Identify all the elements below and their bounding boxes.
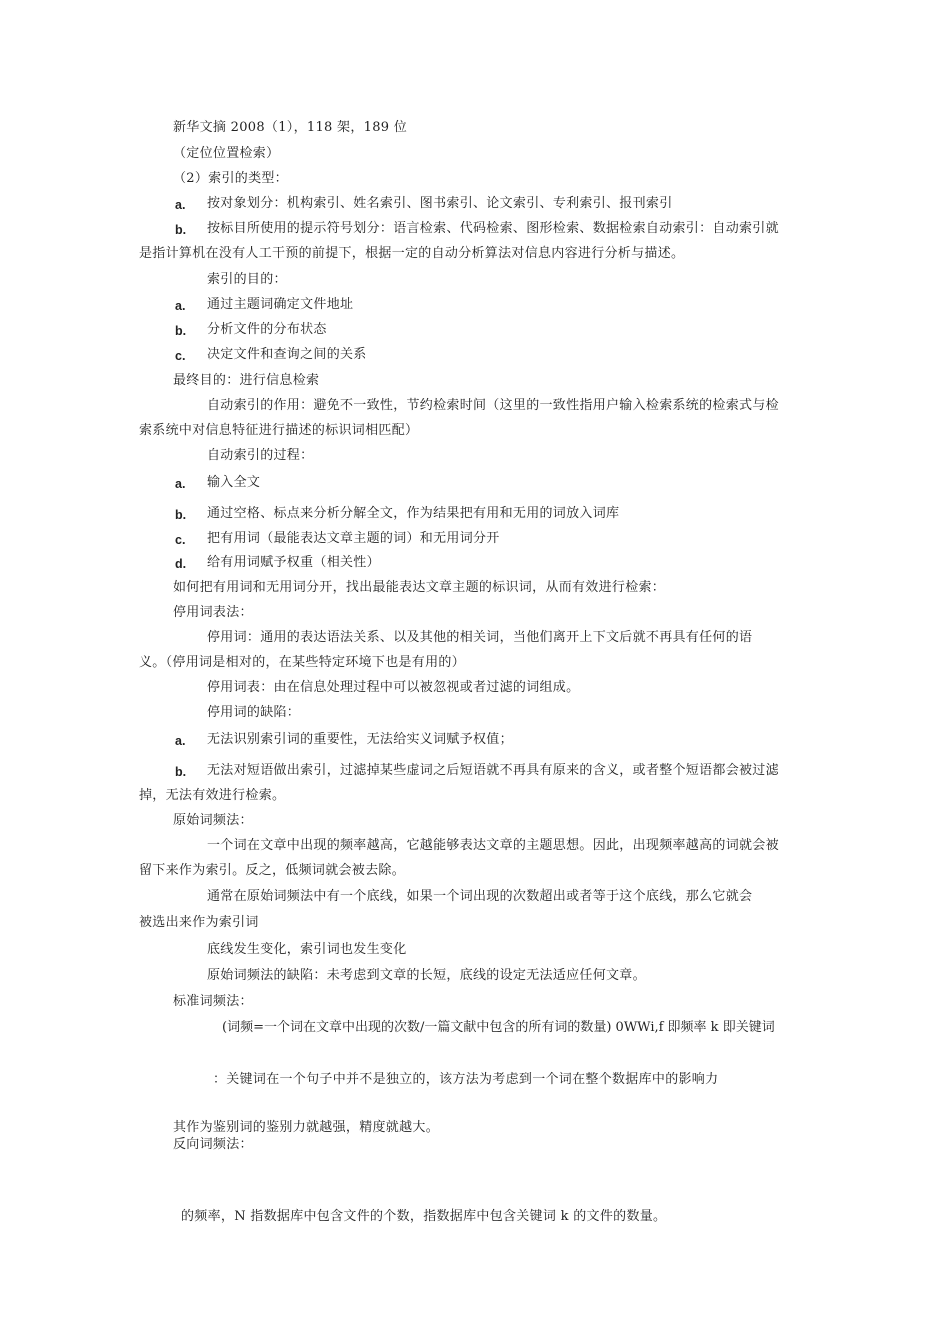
- text-line: （定位位置检索）: [173, 146, 280, 161]
- text-line: 反向词频法：: [173, 1137, 253, 1152]
- text-line: 通常在原始词频法中有一个底线，如果一个词出现的次数超出或者等于这个底线，那么它就会: [207, 889, 753, 904]
- text-line: 最终目的：进行信息检索: [173, 373, 320, 388]
- text-line: 的频率，N 指数据库中包含文件的个数，指数据库中包含关键词 k 的文件的数量。: [181, 1209, 667, 1224]
- list-marker: a.: [175, 198, 186, 212]
- text-line: ：关键词在一个句子中并不是独立的，该方法为考虑到一个词在整个数据库中的影响力: [213, 1072, 719, 1087]
- text-line: 停用词表法：: [173, 605, 253, 620]
- list-item: 给有用词赋予权重（相关性）: [207, 555, 380, 570]
- list-item: 按标目所使用的提示符号划分：语言检索、代码检索、图形检索、数据检索自动索引：自动索引就: [207, 221, 779, 236]
- text-line: 其作为鉴别词的鉴别力就越强，精度就越大。: [173, 1120, 440, 1135]
- text-line: 如何把有用词和无用词分开，找出最能表达文章主题的标识词，从而有效进行检索：: [173, 580, 666, 595]
- text-line: 标准词频法：: [173, 994, 253, 1009]
- text-line: 底线发生变化，索引词也发生变化: [207, 942, 407, 957]
- list-item: 无法对短语做出索引，过滤掉某些虚词之后短语就不再具有原来的含义，或者整个短语都会被过滤: [207, 763, 779, 778]
- list-marker: a.: [175, 734, 186, 748]
- list-item: 通过空格、标点来分析分解全文，作为结果把有用和无用的词放入词库: [207, 506, 620, 521]
- list-marker: a.: [175, 477, 186, 491]
- list-marker: b.: [175, 223, 187, 237]
- text-line: 停用词表：由在信息处理过程中可以被忽视或者过滤的词组成。: [207, 680, 580, 695]
- text-line: 新华文摘 2008（1），118 架，189 位: [173, 120, 408, 135]
- text-line: 原始词频法的缺陷：未考虑到文章的长短，底线的设定无法适应任何文章。: [207, 968, 646, 983]
- text-line: 留下来作为索引。反之，低频词就会被去除。: [139, 863, 406, 878]
- text-line: 被选出来作为索引词: [139, 915, 259, 930]
- text-line: 自动索引的过程：: [207, 448, 314, 463]
- text-line: 义。（停用词是相对的，在某些特定环境下也是有用的）: [139, 655, 466, 670]
- text-line: 停用词：通用的表达语法关系、以及其他的相关词，当他们离开上下文后就不再具有任何的语: [207, 630, 753, 645]
- list-item: 输入全文: [207, 475, 261, 490]
- list-marker: b.: [175, 324, 187, 338]
- text-line: 停用词的缺陷：: [207, 705, 301, 720]
- text-line: 是指计算机在没有人工干预的前提下，根据一定的自动分析算法对信息内容进行分析与描述。: [139, 246, 685, 261]
- text-line: 掉，无法有效进行检索。: [139, 788, 286, 803]
- list-item: 分析文件的分布状态: [207, 322, 327, 337]
- text-line: （2）索引的类型：: [173, 171, 288, 186]
- list-marker: a.: [175, 299, 186, 313]
- text-line: 索引的目的：: [207, 272, 287, 287]
- list-item: 把有用词（最能表达文章主题的词）和无用词分开: [207, 531, 500, 546]
- list-item: 按对象划分：机构索引、姓名索引、图书索引、论文索引、专利索引、报刊索引: [207, 196, 673, 211]
- text-line: 一个词在文章中出现的频率越高，它越能够表达文章的主题思想。因此，出现频率越高的词就会被: [207, 838, 779, 853]
- list-marker: b.: [175, 765, 187, 779]
- list-marker: b.: [175, 508, 187, 522]
- list-marker: c.: [175, 349, 186, 363]
- text-line: 原始词频法：: [173, 813, 253, 828]
- text-line: 索系统中对信息特征进行描述的标识词相匹配）: [139, 423, 419, 438]
- formula-line: (词频=一个词在文章中出现的次数/一篇文献中包含的所有词的数量) 0WWi,f 即频率 k 即关键词: [222, 1020, 775, 1035]
- text-line: 自动索引的作用：避免不一致性，节约检索时间（这里的一致性指用户输入检索系统的检索式与检: [207, 398, 779, 413]
- list-marker: d.: [175, 557, 187, 571]
- list-item: 通过主题词确定文件地址: [207, 297, 354, 312]
- list-item: 无法识别索引词的重要性，无法给实义词赋予权值；: [207, 732, 513, 747]
- list-marker: c.: [175, 533, 186, 547]
- list-item: 决定文件和查询之间的关系: [207, 347, 367, 362]
